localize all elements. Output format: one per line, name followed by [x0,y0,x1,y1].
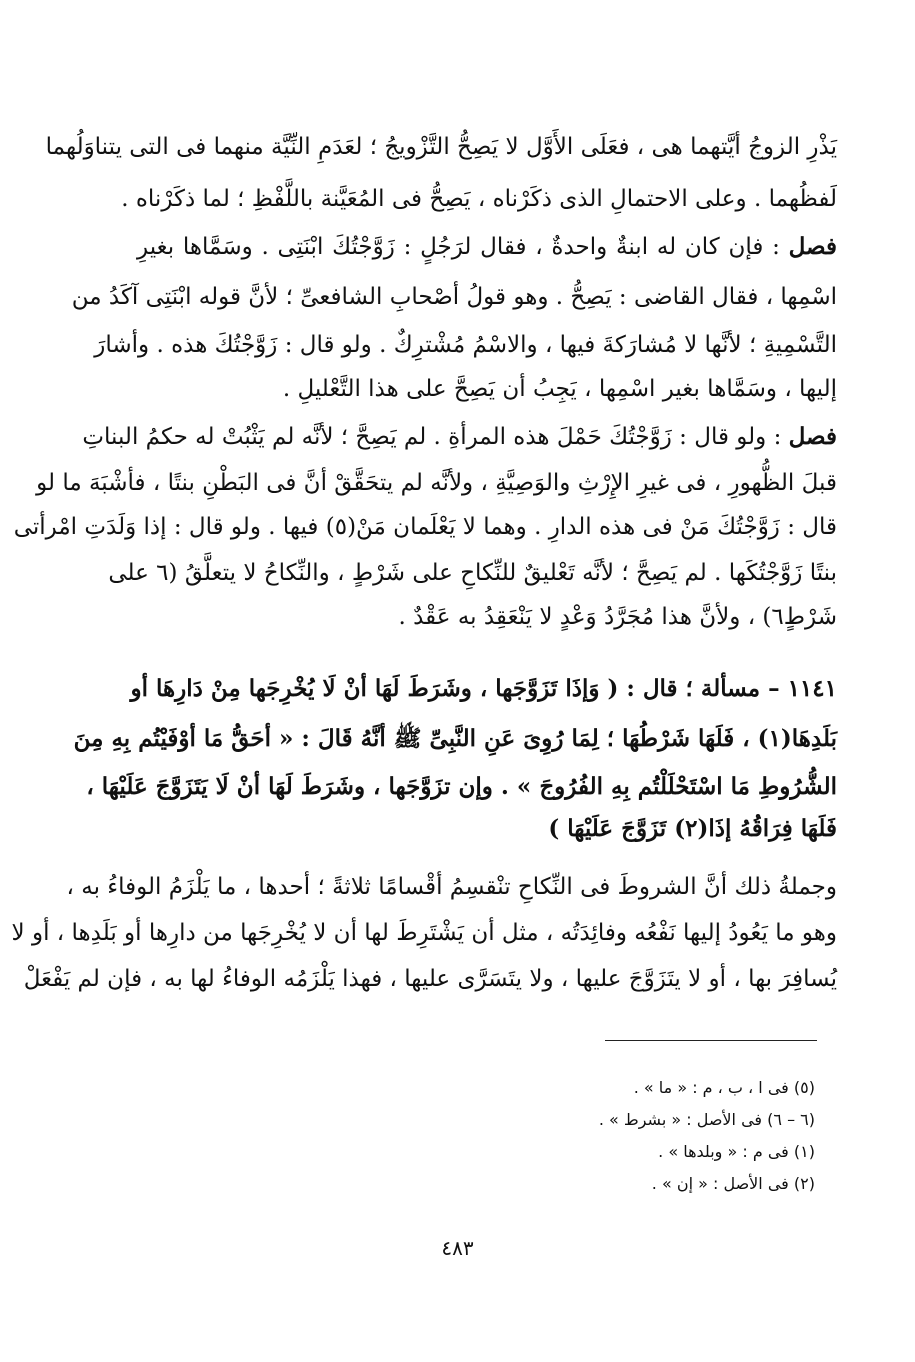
footnote: (٢) فى الأصل : « إن » . [651,1174,815,1193]
fasl-heading: فصل [788,423,837,450]
text-line: التَّسْمِيةِ ؛ لأنَّها لا مُشارَكةَ فيها ، والاسْمُ مُشْترِكٌ . ولو قال : زَوَّجْتُكَ هذه . وأشارَ [94,332,837,358]
text-line-fasl: فصل : فإن كان له ابنةٌ واحدةٌ ، فقال لرَجُلٍ : زَوَّجْتُكَ ابْنَتِى . وسَمَّاها بغيرِ [137,233,837,260]
text-line: يُسافِرَ بها ، أو لا يتَزَوَّجَ عليها ، ولا يتَسَرَّى عليها ، فهذا يَلْزَمُه الوفاءُ لها به ، فإن لم يَفْعَلْ [23,966,837,992]
fasl-heading: فصل [788,233,837,260]
masala-line: فَلَهَا فِرَاقُهُ إذَا(٢) تَزَوَّجَ عَلَيْهَا ) [548,815,837,842]
masala-line: ١١٤١ – مسألة ؛ قال : ( وَإذَا تَزَوَّجَها ، وشَرَطَ لَهَا أنْ لَا يُخْرِجَها مِنْ دَارِهَا أو [130,675,837,702]
text-line: قبلَ الظُّهورِ ، فى غيرِ الإِرْثِ والوَصِيَّةِ ، ولأنَّه لم يتحَقَّقْ أنَّ فى البَطْنِ بنتًا ، فأشْبَهَ ما لو [36,470,837,496]
page-number: ٤٨٣ [441,1236,474,1260]
text-line: إليها ، وسَمَّاها بغير اسْمِها ، يَجِبُ أن يَصِحَّ على هذا التَّعْليلِ . [282,376,837,402]
footnote: (٦ – ٦) فى الأصل : « بشرط » . [598,1110,815,1129]
text-line: اسْمِها ، فقال القاضى : يَصِحُّ . وهو قولُ أصْحابِ الشافعىِّ ؛ لأنَّ قوله ابْنَتِى آكَدُ من [71,284,837,310]
text-line: بنتًا زَوَّجْتُكَها . لم يَصِحَّ ؛ لأنَّه تَعْليقٌ للنِّكاحِ على شَرْطٍ ، والنِّكاحُ لا يتعلَّقُ (٦ على [108,560,837,586]
text-line: شَرْطٍ٦) ، ولأنَّ هذا مُجَرَّدُ وَعْدٍ لا يَنْعَقِدُ به عَقْدٌ . [398,604,837,630]
text-line: وهو ما يَعُودُ إليها نَفْعُه وفائِدَتُه ، مثل أن يَشْتَرِطَ لها أن لا يُخْرِجَها من دارِها أو بَلَدِها ، أو لا [11,920,837,946]
masala-line: الشُّرُوطِ مَا اسْتَحْلَلْتُم بِهِ الفُرُوجَ » . وإن تزَوَّجَها ، وشَرَطَ لَهَا أنْ لَا يَتَزَوَّجَ عَلَيْهَا ، [86,773,837,800]
text-line: يَذْرِ الزوجُ أيَّتهما هى ، فعَلَى الأَوَّل لا يَصِحُّ التَّزْويجُ ؛ لعَدَمِ النِّيَّة منهما فى التى يتناوَلُهما [45,134,837,160]
text-line-fasl: فصل : ولو قال : زَوَّجْتُكَ حَمْلَ هذه المرأةِ . لم يَصِحَّ ؛ لأنَّه لم يَثْبُتْ له حكمُ البناتِ [82,423,837,450]
text-line: قال : زَوَّجْتُكَ مَنْ فى هذه الدارِ . وهما لا يَعْلَمان مَنْ(٥) فيها . ولو قال : إذا وَلَدَتِ امْرأتى [13,514,837,540]
footnote-divider [605,1040,817,1041]
text-line: لَفظُهما . وعلى الاحتمالِ الذى ذكَرْناه ، يَصِحُّ فى المُعَيَّنة باللَّفْظِ ؛ لما ذكَرْناه . [121,186,837,212]
footnote: (١) فى م : « وبلدها » . [658,1142,815,1161]
masala-line: بَلَدِهَا(١) ، فَلَهَا شَرْطُهَا ؛ لِمَا رُوِىَ عَنِ النَّبِىِّ ﷺ أنَّهُ قَالَ : « أحَقُّ مَا أوْفَيْتُم بِهِ مِنَ [73,725,837,752]
text-line: وجملةُ ذلك أنَّ الشروطَ فى النِّكاحِ تنْقسِمُ أقْسامًا ثلاثةً ؛ أحدها ، ما يَلْزَمُ الوفاءُ به ، [66,874,837,900]
footnote: (٥) فى ا ، ب ، م : « ما » . [633,1078,815,1097]
